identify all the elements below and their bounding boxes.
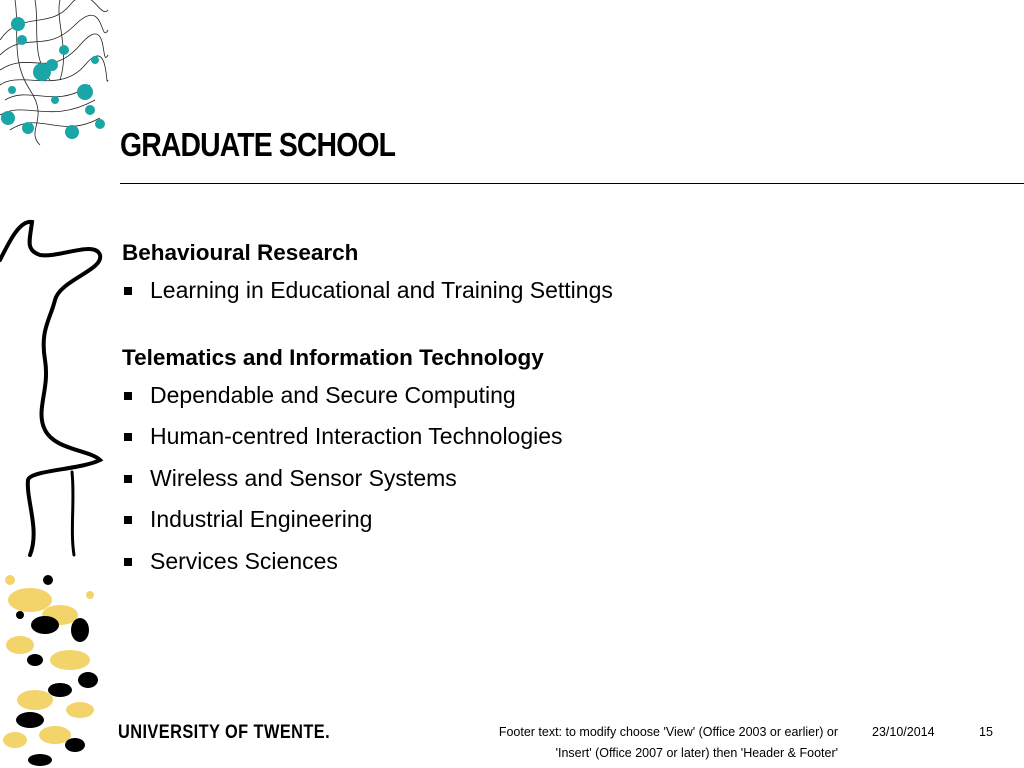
square-bullet-icon <box>124 558 132 566</box>
slide-title: GRADUATE SCHOOL <box>120 126 396 163</box>
list-item <box>122 375 982 417</box>
list-item <box>122 541 982 583</box>
list-item-text: Wireless and Sensor Systems <box>150 464 457 491</box>
footer-note <box>438 722 838 764</box>
list-item-text: Learning in Educational and Training Settings <box>150 277 613 303</box>
bullet-list <box>122 270 982 312</box>
splatter-decoration <box>0 560 110 768</box>
list-item <box>122 458 982 500</box>
list-item-text: Dependable and Secure Computing <box>150 381 516 408</box>
square-bullet-icon <box>124 392 132 400</box>
teal-swirl-decoration <box>0 0 110 150</box>
square-bullet-icon <box>124 433 132 441</box>
section-behavioural-research <box>122 236 982 312</box>
title-divider <box>120 183 1024 184</box>
bullet-list <box>122 375 982 583</box>
list-item-text: Industrial Engineering <box>150 506 373 532</box>
page-number: 15 <box>979 725 993 739</box>
section-telematics <box>122 341 982 583</box>
list-item-text: Services Sciences <box>150 547 338 574</box>
list-item <box>122 499 982 541</box>
list-item <box>122 270 982 312</box>
list-item <box>122 416 982 458</box>
section-heading: Telematics and Information Technology <box>122 344 544 370</box>
square-bullet-icon <box>124 516 132 524</box>
list-item-text: Human-centred Interaction Technologies <box>150 423 563 449</box>
square-bullet-icon <box>124 475 132 483</box>
footer-note-line-2: 'Insert' (Office 2007 or later) then 'Header & Footer' <box>555 746 838 760</box>
line-drawing-decoration <box>0 210 110 560</box>
square-bullet-icon <box>124 287 132 295</box>
university-logo: UNIVERSITY OF TWENTE. <box>118 722 331 743</box>
footer-date: 23/10/2014 <box>872 725 935 739</box>
section-heading: Behavioural Research <box>122 240 359 265</box>
footer-note-line-1: Footer text: to modify choose 'View' (Office 2003 or earlier) or <box>498 725 838 739</box>
slide-content <box>122 236 982 611</box>
